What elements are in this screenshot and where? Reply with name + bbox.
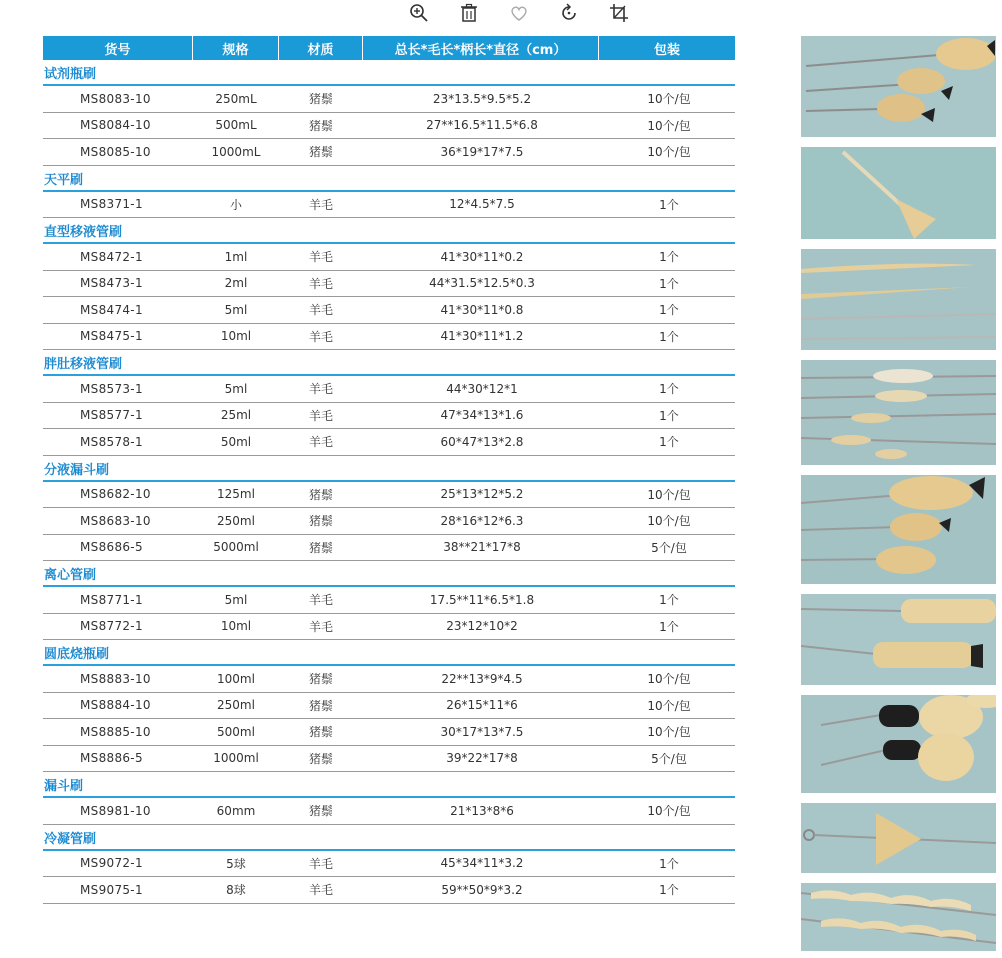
spec-cell: 250ml: [217, 513, 255, 528]
material-cell: 猪鬃: [308, 725, 333, 740]
table-row: [43, 851, 735, 878]
item-number-cell: MS8472-1: [80, 249, 143, 264]
dimensions-cell: 17.5**11*6.5*1.8: [429, 592, 535, 607]
section-title: 天平刷: [43, 166, 735, 192]
packaging-cell: 10个/包: [647, 118, 691, 133]
spec-cell: 1ml: [224, 249, 248, 264]
packaging-cell: 10个/包: [647, 514, 691, 529]
packaging-cell: 10个/包: [647, 92, 691, 107]
favorite-heart-icon[interactable]: [508, 2, 530, 24]
table-row: [43, 86, 735, 113]
bulb-pipette-brush-photo: [801, 360, 996, 465]
dimensions-cell: 60*47*13*2.8: [440, 434, 524, 449]
material-cell: 羊毛: [308, 329, 333, 344]
crop-icon[interactable]: [608, 2, 630, 24]
dimensions-cell: 21*13*8*6: [450, 803, 514, 818]
item-number-cell: MS8475-1: [80, 329, 143, 344]
packaging-cell: 1个: [659, 593, 679, 608]
dimensions-cell: 47*34*13*1.6: [440, 408, 524, 423]
section-title: 胖肚移液管刷: [43, 350, 735, 376]
material-cell: 羊毛: [308, 593, 333, 608]
header-material: 材质: [279, 36, 363, 60]
dimensions-cell: 27**16.5*11.5*6.8: [426, 118, 538, 133]
spec-cell: 100ml: [217, 671, 255, 686]
material-cell: 羊毛: [308, 435, 333, 450]
dimensions-cell: 28*16*12*6.3: [440, 513, 524, 528]
item-number-cell: MS8884-10: [80, 698, 151, 713]
table-row: [43, 614, 735, 641]
product-spec-table: [43, 36, 735, 904]
material-cell: 猪鬃: [308, 514, 333, 529]
packaging-cell: 1个: [659, 250, 679, 265]
item-number-cell: MS8772-1: [80, 619, 143, 634]
item-number-cell: MS8083-10: [80, 91, 151, 106]
item-number-cell: MS8577-1: [80, 408, 143, 423]
material-cell: 猪鬃: [308, 698, 333, 713]
rotate-icon[interactable]: [558, 2, 580, 24]
table-row: [43, 666, 735, 693]
material-cell: 猪鬃: [308, 487, 333, 502]
dimensions-cell: 45*34*11*3.2: [440, 856, 524, 871]
item-number-cell: MS8886-5: [80, 751, 143, 766]
spec-cell: 8球: [226, 883, 246, 898]
material-cell: 猪鬃: [308, 92, 333, 107]
spec-cell: 500ml: [217, 724, 255, 739]
table-row: [43, 877, 735, 904]
packaging-cell: 10个/包: [647, 145, 691, 160]
image-toolbar: [400, 2, 640, 24]
spec-cell: 10ml: [220, 329, 252, 344]
packaging-cell: 10个/包: [647, 804, 691, 819]
spec-cell: 2ml: [224, 276, 248, 291]
dimensions-cell: 36*19*17*7.5: [440, 144, 524, 159]
dimensions-cell: 59**50*9*3.2: [441, 882, 523, 897]
material-cell: 羊毛: [308, 408, 333, 423]
material-cell: 猪鬃: [308, 540, 333, 555]
dimensions-cell: 23*13.5*9.5*5.2: [432, 91, 532, 106]
spec-cell: 小: [229, 197, 242, 212]
dimensions-cell: 12*4.5*7.5: [449, 197, 515, 212]
zoom-in-icon[interactable]: [408, 2, 430, 24]
material-cell: 羊毛: [308, 382, 333, 397]
separatory-funnel-brush-photo: [801, 475, 996, 584]
spec-cell: 5ml: [224, 381, 248, 396]
item-number-cell: MS8686-5: [80, 540, 143, 555]
spec-cell: 250ml: [217, 698, 255, 713]
item-number-cell: MS8981-10: [80, 803, 151, 818]
material-cell: 猪鬃: [308, 118, 333, 133]
table-row: [43, 324, 735, 351]
item-number-cell: MS9072-1: [80, 856, 143, 871]
spec-cell: 25ml: [220, 408, 252, 423]
item-number-cell: MS8883-10: [80, 671, 151, 686]
section-title: 离心管刷: [43, 561, 735, 587]
item-number-cell: MS8573-1: [80, 381, 143, 396]
packaging-cell: 1个: [659, 856, 679, 871]
dimensions-cell: 30*17*13*7.5: [440, 724, 524, 739]
spec-cell: 125ml: [217, 487, 255, 502]
material-cell: 羊毛: [308, 619, 333, 634]
table-row: [43, 403, 735, 430]
material-cell: 猪鬃: [308, 751, 333, 766]
packaging-cell: 1个: [659, 303, 679, 318]
spec-cell: 500mL: [215, 118, 257, 133]
material-cell: 羊毛: [308, 883, 333, 898]
spec-cell: 5球: [226, 856, 246, 871]
table-header: [43, 36, 735, 60]
item-number-cell: MS8474-1: [80, 302, 143, 317]
table-row: [43, 508, 735, 535]
table-row: [43, 482, 735, 509]
table-row: [43, 798, 735, 825]
header-spec: 规格: [193, 36, 279, 60]
table-row: [43, 244, 735, 271]
table-row: [43, 693, 735, 720]
straight-pipette-brush-photo: [801, 249, 996, 350]
item-number-cell: MS8885-10: [80, 724, 151, 739]
packaging-cell: 5个/包: [651, 540, 687, 555]
dimensions-cell: 41*30*11*1.2: [440, 329, 524, 344]
table-row: [43, 297, 735, 324]
section-title: 分液漏斗刷: [43, 456, 735, 482]
header-packaging: 包装: [653, 42, 680, 58]
dimensions-cell: 44*30*12*1: [446, 381, 518, 396]
spec-cell: 60mm: [216, 803, 256, 818]
reagent-bottle-brush-photo: [801, 36, 996, 137]
spec-cell: 1000mL: [211, 144, 261, 159]
item-number-cell: MS8683-10: [80, 513, 151, 528]
dimensions-cell: 44*31.5*12.5*0.3: [429, 276, 535, 291]
spec-cell: 50ml: [220, 434, 252, 449]
header-item-number: 货号: [43, 36, 193, 60]
material-cell: 猪鬃: [308, 145, 333, 160]
material-cell: 羊毛: [308, 856, 333, 871]
delete-icon[interactable]: [458, 2, 480, 24]
packaging-cell: 1个: [659, 883, 679, 898]
section-title: 圆底烧瓶刷: [43, 640, 735, 666]
dimensions-cell: 23*12*10*2: [446, 619, 518, 634]
item-number-cell: MS8771-1: [80, 592, 143, 607]
item-number-cell: MS8578-1: [80, 434, 143, 449]
dimensions-cell: 25*13*12*5.2: [440, 487, 524, 502]
table-row: [43, 139, 735, 166]
item-number-cell: MS8473-1: [80, 276, 143, 291]
table-row: [43, 719, 735, 746]
table-row: [43, 429, 735, 456]
spec-cell: 250mL: [215, 91, 257, 106]
material-cell: 羊毛: [308, 303, 333, 318]
packaging-cell: 1个: [659, 197, 679, 212]
dimensions-cell: 41*30*11*0.2: [440, 249, 524, 264]
funnel-brush-photo: [801, 803, 996, 873]
section-title: 漏斗刷: [43, 772, 735, 798]
table-row: [43, 587, 735, 614]
table-body: [43, 60, 735, 904]
material-cell: 猪鬃: [308, 672, 333, 687]
packaging-cell: 1个: [659, 408, 679, 423]
packaging-cell: 10个/包: [647, 725, 691, 740]
packaging-cell: 10个/包: [647, 698, 691, 713]
round-bottom-flask-brush-photo: [801, 695, 996, 793]
section-title: 直型移液管刷: [43, 218, 735, 244]
table-row: [43, 376, 735, 403]
section-title: 试剂瓶刷: [43, 60, 735, 86]
packaging-cell: 1个: [659, 382, 679, 397]
dimensions-cell: 26*15*11*6: [446, 698, 518, 713]
table-row: [43, 746, 735, 773]
item-number-cell: MS9075-1: [80, 882, 143, 897]
header-dimensions: 总长*毛长*柄长*直径（cm）: [363, 36, 599, 60]
packaging-cell: 10个/包: [647, 672, 691, 687]
table-row: [43, 271, 735, 298]
centrifuge-tube-brush-photo: [801, 594, 996, 685]
packaging-cell: 1个: [659, 435, 679, 450]
section-title: 冷凝管刷: [43, 825, 735, 851]
product-photos: [801, 0, 996, 958]
spec-cell: 5000ml: [213, 540, 259, 555]
condenser-tube-brush-photo: [801, 883, 996, 951]
item-number-cell: MS8084-10: [80, 118, 151, 133]
packaging-cell: 1个: [659, 329, 679, 344]
item-number-cell: MS8085-10: [80, 144, 151, 159]
dimensions-cell: 39*22*17*8: [446, 751, 518, 766]
table-row: [43, 113, 735, 140]
dimensions-cell: 41*30*11*0.8: [440, 302, 524, 317]
packaging-cell: 1个: [659, 276, 679, 291]
table-row: [43, 535, 735, 562]
material-cell: 羊毛: [308, 197, 333, 212]
packaging-cell: 1个: [659, 619, 679, 634]
spec-cell: 1000ml: [213, 751, 259, 766]
material-cell: 羊毛: [308, 276, 333, 291]
packaging-cell: 5个/包: [651, 751, 687, 766]
balance-brush-photo: [801, 147, 996, 239]
item-number-cell: MS8682-10: [80, 487, 151, 502]
dimensions-cell: 22**13*9*4.5: [441, 671, 523, 686]
spec-cell: 10ml: [220, 619, 252, 634]
dimensions-cell: 38**21*17*8: [443, 540, 521, 555]
material-cell: 羊毛: [308, 250, 333, 265]
material-cell: 猪鬃: [308, 804, 333, 819]
table-row: [43, 192, 735, 219]
item-number-cell: MS8371-1: [80, 197, 143, 212]
spec-cell: 5ml: [224, 302, 248, 317]
packaging-cell: 10个/包: [647, 487, 691, 502]
spec-cell: 5ml: [224, 592, 248, 607]
